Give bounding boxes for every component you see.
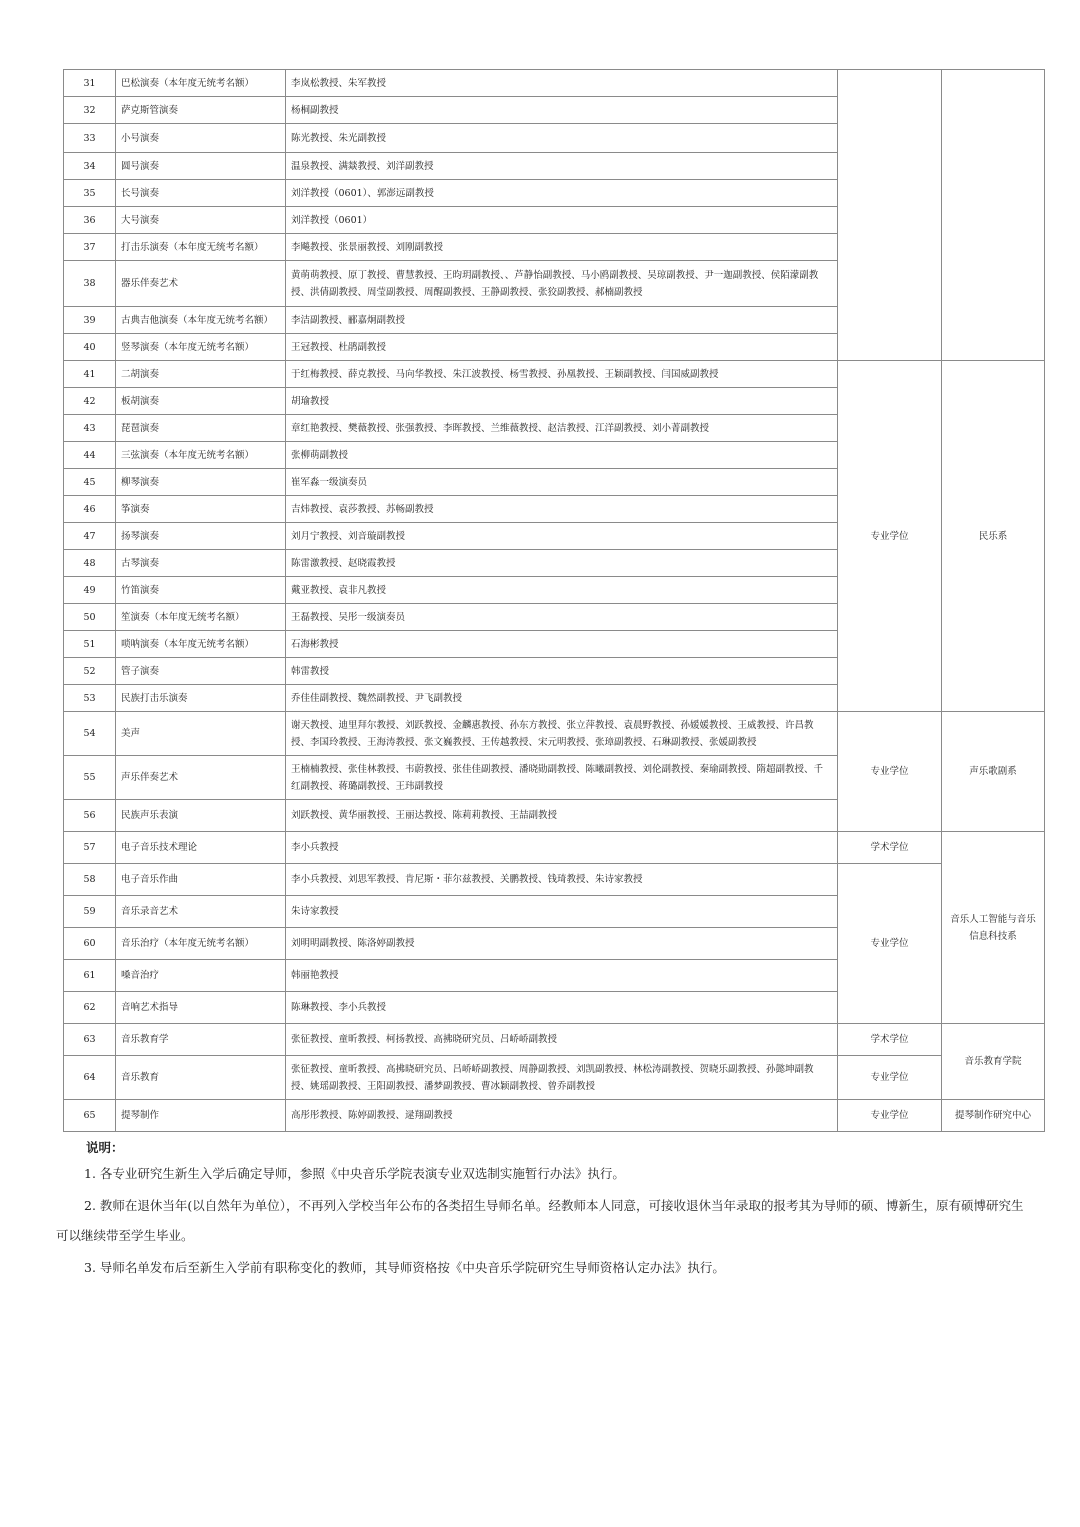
program-name: 民族打击乐演奏: [116, 685, 286, 712]
degree-type: 专业学位: [838, 712, 942, 832]
row-number: 53: [64, 685, 116, 712]
advisor-list: 陈光教授、朱光副教授: [286, 124, 838, 153]
advisor-list: 陈琳教授、李小兵教授: [286, 992, 838, 1024]
program-name: 器乐伴奏艺术: [116, 261, 286, 307]
program-name: 电子音乐技术理论: [116, 832, 286, 864]
advisor-list: 王楠楠教授、张佳林教授、韦蔚教授、张佳佳副教授、潘晓勋副教授、陈曦副教授、刘伦副教授、秦瑜副教授、隋超副教授、千红副教授、蒋璐副教授、王玮副教授: [286, 756, 838, 800]
row-number: 42: [64, 388, 116, 415]
table-row: [64, 864, 1045, 896]
table-row: [64, 832, 1045, 864]
row-number: 54: [64, 712, 116, 756]
advisor-table: [63, 69, 1045, 1132]
advisor-list: 张征教授、童昕教授、高拂晓研究员、吕峤峤副教授、周静副教授、刘凯副教授、林松涛副教授、贺晓乐副教授、孙懿坤副教授、姚瑶副教授、王阳副教授、潘梦副教授、曹冰颖副教授、曾乔副教授: [286, 1056, 838, 1100]
advisor-list: 李岚松教授、朱军教授: [286, 70, 838, 97]
advisor-list: 刘明明副教授、陈洛婷副教授: [286, 928, 838, 960]
advisor-list: 李小兵教授: [286, 832, 838, 864]
row-number: 36: [64, 207, 116, 234]
note-item: 2. 教师在退休当年(以自然年为单位），不再列入学校当年公布的各类招生导师名单。经教师本人同意，可接收退休当年录取的报考其为导师的硕、博新生，原有硕博研究生可以继续带至学生毕业。: [56, 1198, 1024, 1243]
table-row: [64, 1056, 1045, 1100]
table-row: [64, 1024, 1045, 1056]
row-number: 40: [64, 334, 116, 361]
program-name: 古琴演奏: [116, 550, 286, 577]
advisor-list: 温泉教授、满燚教授、刘洋副教授: [286, 153, 838, 180]
advisor-list: 石海彬教授: [286, 631, 838, 658]
row-number: 60: [64, 928, 116, 960]
program-name: 二胡演奏: [116, 361, 286, 388]
advisor-list: 陈雷激教授、赵晓霞教授: [286, 550, 838, 577]
degree-type: 专业学位: [838, 1100, 942, 1132]
advisor-list: 张柳萌副教授: [286, 442, 838, 469]
program-name: 长号演奏: [116, 180, 286, 207]
program-name: 音乐录音艺术: [116, 896, 286, 928]
row-number: 49: [64, 577, 116, 604]
note-item: 1. 各专业研究生新生入学后确定导师，参照《中央音乐学院表演专业双选制实施暂行办法》执行。: [84, 1166, 625, 1181]
department: [942, 70, 1045, 361]
table-row: [64, 1100, 1045, 1132]
program-name: 音乐治疗（本年度无统考名额）: [116, 928, 286, 960]
program-name: 笙演奏（本年度无统考名额）: [116, 604, 286, 631]
row-number: 61: [64, 960, 116, 992]
program-name: 竖琴演奏（本年度无统考名额）: [116, 334, 286, 361]
row-number: 46: [64, 496, 116, 523]
row-number: 52: [64, 658, 116, 685]
advisor-list: 黄萌萌教授、原丁教授、曹慧教授、王昀玥副教授、、芦静怡副教授、马小鸥副教授、吴琼副教授、尹一迦副教授、侯陌濛副教授、洪倩副教授、周莹副教授、周醒副教授、王静副教授、张狡副教授、郝楠副教授: [286, 261, 838, 307]
row-number: 50: [64, 604, 116, 631]
program-name: 古典吉他演奏（本年度无统考名额）: [116, 307, 286, 334]
notes-title: 说明：: [86, 1140, 124, 1155]
advisor-list: 崔军淼一级演奏员: [286, 469, 838, 496]
program-name: 音乐教育: [116, 1056, 286, 1100]
program-name: 小号演奏: [116, 124, 286, 153]
degree-type: 专业学位: [838, 361, 942, 712]
program-name: 萨克斯管演奏: [116, 97, 286, 124]
program-name: 巴松演奏（本年度无统考名额）: [116, 70, 286, 97]
row-number: 39: [64, 307, 116, 334]
advisor-list: 李飚教授、张景丽教授、刘刚副教授: [286, 234, 838, 261]
program-name: 圆号演奏: [116, 153, 286, 180]
row-number: 41: [64, 361, 116, 388]
degree-type: 学术学位: [838, 1024, 942, 1056]
row-number: 33: [64, 124, 116, 153]
row-number: 43: [64, 415, 116, 442]
program-name: 柳琴演奏: [116, 469, 286, 496]
row-number: 64: [64, 1056, 116, 1100]
advisor-list: 高彤彤教授、陈婷副教授、逯翔副教授: [286, 1100, 838, 1132]
row-number: 47: [64, 523, 116, 550]
row-number: 35: [64, 180, 116, 207]
department: 音乐教育学院: [942, 1024, 1045, 1100]
row-number: 55: [64, 756, 116, 800]
degree-type: 学术学位: [838, 832, 942, 864]
program-name: 竹笛演奏: [116, 577, 286, 604]
notes-section: [56, 1137, 1026, 1283]
program-name: 声乐伴奏艺术: [116, 756, 286, 800]
row-number: 59: [64, 896, 116, 928]
program-name: 唢呐演奏（本年度无统考名额）: [116, 631, 286, 658]
row-number: 58: [64, 864, 116, 896]
row-number: 48: [64, 550, 116, 577]
row-number: 57: [64, 832, 116, 864]
advisor-list: 韩雷教授: [286, 658, 838, 685]
advisor-list: 朱诗家教授: [286, 896, 838, 928]
advisor-table-body: [64, 70, 1045, 1132]
degree-type: 专业学位: [838, 864, 942, 1024]
program-name: 嗓音治疗: [116, 960, 286, 992]
row-number: 56: [64, 800, 116, 832]
department: 音乐人工智能与音乐信息科技系: [942, 832, 1045, 1024]
program-name: 琵琶演奏: [116, 415, 286, 442]
advisor-list: 刘洋教授（0601）: [286, 207, 838, 234]
row-number: 45: [64, 469, 116, 496]
department: 声乐歌剧系: [942, 712, 1045, 832]
table-row: [64, 712, 1045, 756]
note-item: 3. 导师名单发布后至新生入学前有职称变化的教师，其导师资格按《中央音乐学院研究生导师资格认定办法》执行。: [84, 1260, 725, 1275]
program-name: 美声: [116, 712, 286, 756]
advisor-list: 谢天教授、迪里拜尔教授、刘跃教授、金麟惠教授、孙东方教授、张立萍教授、袁晨野教授、孙媛媛教授、王威教授、许昌教授、李国玲教授、王海涛教授、张文巍教授、王传越教授、宋元明教授、张璋副教授、石琳副教授、张媛副教授: [286, 712, 838, 756]
advisor-list: 刘月宁教授、刘音璇副教授: [286, 523, 838, 550]
degree-type: [838, 70, 942, 361]
program-name: 民族声乐表演: [116, 800, 286, 832]
program-name: 扬琴演奏: [116, 523, 286, 550]
advisor-list: 吉炜教授、袁莎教授、苏畅副教授: [286, 496, 838, 523]
advisor-list: 韩丽艳教授: [286, 960, 838, 992]
program-name: 三弦演奏（本年度无统考名额）: [116, 442, 286, 469]
department: 提琴制作研究中心: [942, 1100, 1045, 1132]
row-number: 51: [64, 631, 116, 658]
program-name: 大号演奏: [116, 207, 286, 234]
program-name: 提琴制作: [116, 1100, 286, 1132]
row-number: 44: [64, 442, 116, 469]
program-name: 管子演奏: [116, 658, 286, 685]
advisor-list: 章红艳教授、樊薇教授、张强教授、李晖教授、兰维薇教授、赵洁教授、江洋副教授、刘小菁副教授: [286, 415, 838, 442]
table-row: [64, 70, 1045, 97]
advisor-list: 杨桐副教授: [286, 97, 838, 124]
advisor-list: 刘跃教授、黄华丽教授、王丽达教授、陈莉莉教授、王喆副教授: [286, 800, 838, 832]
program-name: 音乐教育学: [116, 1024, 286, 1056]
advisor-list: 于红梅教授、薛克教授、马向华教授、朱江波教授、杨雪教授、孙凰教授、王颖副教授、闫国威副教授: [286, 361, 838, 388]
advisor-list: 李洁副教授、郦嘉炯副教授: [286, 307, 838, 334]
advisor-list: 李小兵教授、刘思军教授、肯尼斯・菲尔兹教授、关鹏教授、钱琦教授、朱诗家教授: [286, 864, 838, 896]
row-number: 34: [64, 153, 116, 180]
program-name: 电子音乐作曲: [116, 864, 286, 896]
degree-type: 专业学位: [838, 1056, 942, 1100]
row-number: 37: [64, 234, 116, 261]
row-number: 31: [64, 70, 116, 97]
row-number: 38: [64, 261, 116, 307]
advisor-list: 王磊教授、吴彤一级演奏员: [286, 604, 838, 631]
program-name: 音响艺术指导: [116, 992, 286, 1024]
advisor-list: 王冠教授、杜鹃副教授: [286, 334, 838, 361]
program-name: 筝演奏: [116, 496, 286, 523]
row-number: 65: [64, 1100, 116, 1132]
advisor-list: 张征教授、童昕教授、柯扬教授、高拂晓研究员、吕峤峤副教授: [286, 1024, 838, 1056]
row-number: 32: [64, 97, 116, 124]
row-number: 62: [64, 992, 116, 1024]
advisor-list: 刘洋教授（0601）、郭澎远副教授: [286, 180, 838, 207]
program-name: 板胡演奏: [116, 388, 286, 415]
row-number: 63: [64, 1024, 116, 1056]
advisor-list: 乔佳佳副教授、魏然副教授、尹飞副教授: [286, 685, 838, 712]
department: 民乐系: [942, 361, 1045, 712]
program-name: 打击乐演奏（本年度无统考名额）: [116, 234, 286, 261]
advisor-list: 戴亚教授、袁非凡教授: [286, 577, 838, 604]
table-row: [64, 361, 1045, 388]
advisor-list: 胡瑜教授: [286, 388, 838, 415]
